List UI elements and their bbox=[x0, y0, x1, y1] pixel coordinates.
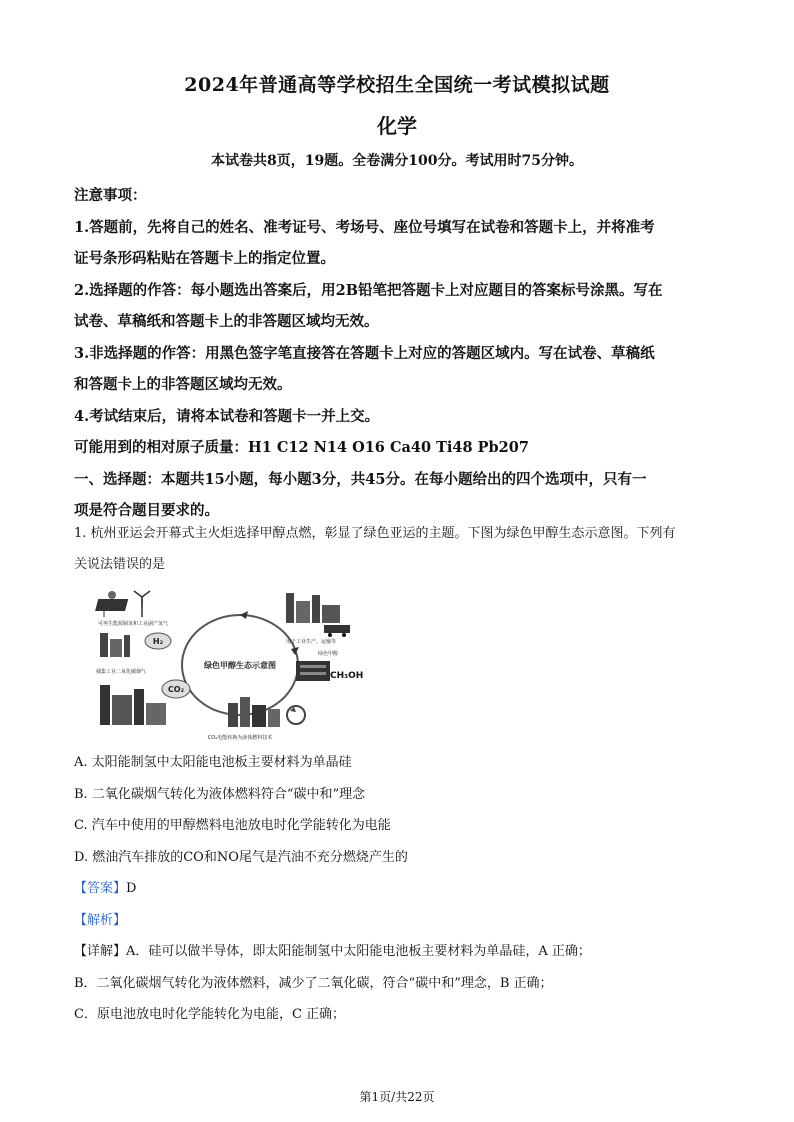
refinery-icon bbox=[286, 593, 340, 623]
notes-heading: 注意事项： bbox=[74, 187, 147, 204]
detail-line bbox=[74, 936, 724, 968]
answer-tag: 【答案】 bbox=[74, 881, 127, 896]
notes-line: 2.选择题的作答：每小题选出答案后，用2B铅笔把答题卡上对应题目的答案标号涂黑。写在 bbox=[74, 281, 663, 299]
answer-line bbox=[74, 873, 724, 905]
detail-text: A．硅可以做半导体，即太阳能制氢中太阳能电池板主要材料为单晶硅，A 正确； bbox=[126, 944, 591, 959]
option-a: A. 太阳能制氢中太阳能电池板主要材料为单晶硅 bbox=[74, 755, 352, 770]
methanol-tank-icon bbox=[296, 661, 330, 681]
detail-line: C．原电池放电时化学能转化为电能，C 正确； bbox=[74, 1007, 346, 1022]
detail-tag: 【详解】 bbox=[74, 944, 127, 959]
wind-turbine-icon bbox=[134, 591, 150, 617]
notes-line: 试卷、草稿纸和答题卡上的非答题区域均无效。 bbox=[74, 313, 379, 330]
page-footer: 第1页/共22页 bbox=[359, 1090, 435, 1104]
atomic-mass-line: 可能用到的相对原子质量：H1 C12 N14 O16 Ca40 Ti48 Pb207 bbox=[74, 439, 529, 456]
answer-value: D bbox=[126, 881, 137, 896]
option-c: C. 汽车中使用的甲醇燃料电池放电时化学能转化为电能 bbox=[74, 818, 391, 833]
option-d: D. 燃油汽车排放的CO和NO尾气是汽油不充分燃烧产生的 bbox=[74, 849, 408, 865]
h2-label: H₂ bbox=[152, 637, 164, 646]
notes-line: 1.答题前，先将自己的姓名、准考证号、考场号、座位号填写在试卷和答题卡上，并将准考 bbox=[74, 218, 655, 236]
conversion-plant-icon bbox=[228, 697, 280, 727]
diagram-label-top-left: 可再生能源制氢和工业副产氢气 bbox=[98, 621, 169, 627]
green-methanol-diagram bbox=[90, 585, 370, 745]
h2-cloud-icon bbox=[145, 633, 171, 649]
analysis-tag: 【解析】 bbox=[74, 912, 127, 928]
cycle-arrow-icon bbox=[240, 611, 248, 619]
notes-line: 和答题卡上的非答题区域均无效。 bbox=[74, 376, 292, 393]
analysis-line bbox=[74, 905, 724, 937]
co2-cloud-icon bbox=[162, 680, 190, 698]
exam-title: 2024年普通高等学校招生全国统一考试模拟试题 bbox=[184, 74, 610, 96]
question-1-stem bbox=[74, 518, 724, 580]
industrial-plant-icon bbox=[100, 685, 166, 725]
question-1-options bbox=[74, 747, 724, 873]
diagram-label-right: 绿色甲醇 bbox=[318, 651, 339, 657]
detail-line: B．二氧化碳烟气转化为液体燃料，减少了二氧化碳，符合“碳中和”理念，B 正确； bbox=[74, 975, 553, 991]
notes-line: 证号条形码粘贴在答题卡上的指定位置。 bbox=[74, 250, 335, 267]
notes-section bbox=[74, 180, 724, 527]
diagram-label-bottom: CO₂电能转换为液体燃料技术 bbox=[207, 735, 273, 741]
section-heading-line2: 项是符合题目要求的。 bbox=[74, 502, 219, 519]
option-b: B. 二氧化碳烟气转化为液体燃料符合“碳中和”理念 bbox=[74, 786, 366, 802]
section-heading-line1: 一、选择题：本题共15小题，每小题3分，共45分。在每小题给出的四个选项中，只有一 bbox=[74, 470, 647, 488]
recycle-icon bbox=[287, 706, 305, 724]
cycle-arrow-icon bbox=[291, 647, 299, 655]
solar-panel-icon bbox=[95, 591, 128, 617]
notes-line: 3.非选择题的作答：用黑色签字笔直接答在答题卡上对应的答题区域内。写在试卷、草稿纸 bbox=[74, 344, 655, 362]
question-1-answer bbox=[74, 873, 724, 1031]
co2-label: CO₂ bbox=[167, 685, 185, 694]
diagram-label-mid-left: 捕集工业二氧化碳烟气 bbox=[96, 669, 147, 675]
exam-info: 本试卷共8页，19题。全卷满分100分。考试用时75分钟。 bbox=[211, 153, 583, 169]
question-stem-line: 1. 杭州亚运会开幕式主火炬选择甲醇点燃，彰显了绿色亚运的主题。下图为绿色甲醇生态示意图。下列有 bbox=[74, 526, 676, 541]
diagram-label-top-right: 用于工业生产、运输等 bbox=[286, 639, 337, 645]
truck-icon bbox=[324, 625, 350, 637]
notes-line: 4.考试结束后，请将本试卷和答题卡一并上交。 bbox=[74, 407, 380, 425]
factory-icon bbox=[100, 633, 130, 657]
question-stem-line: 关说法错误的是 bbox=[74, 557, 166, 572]
ch3oh-label: CH₃OH bbox=[330, 671, 364, 681]
subject-title: 化学 bbox=[377, 114, 417, 138]
diagram-center-label: 绿色甲醇生态示意图 bbox=[204, 661, 276, 670]
